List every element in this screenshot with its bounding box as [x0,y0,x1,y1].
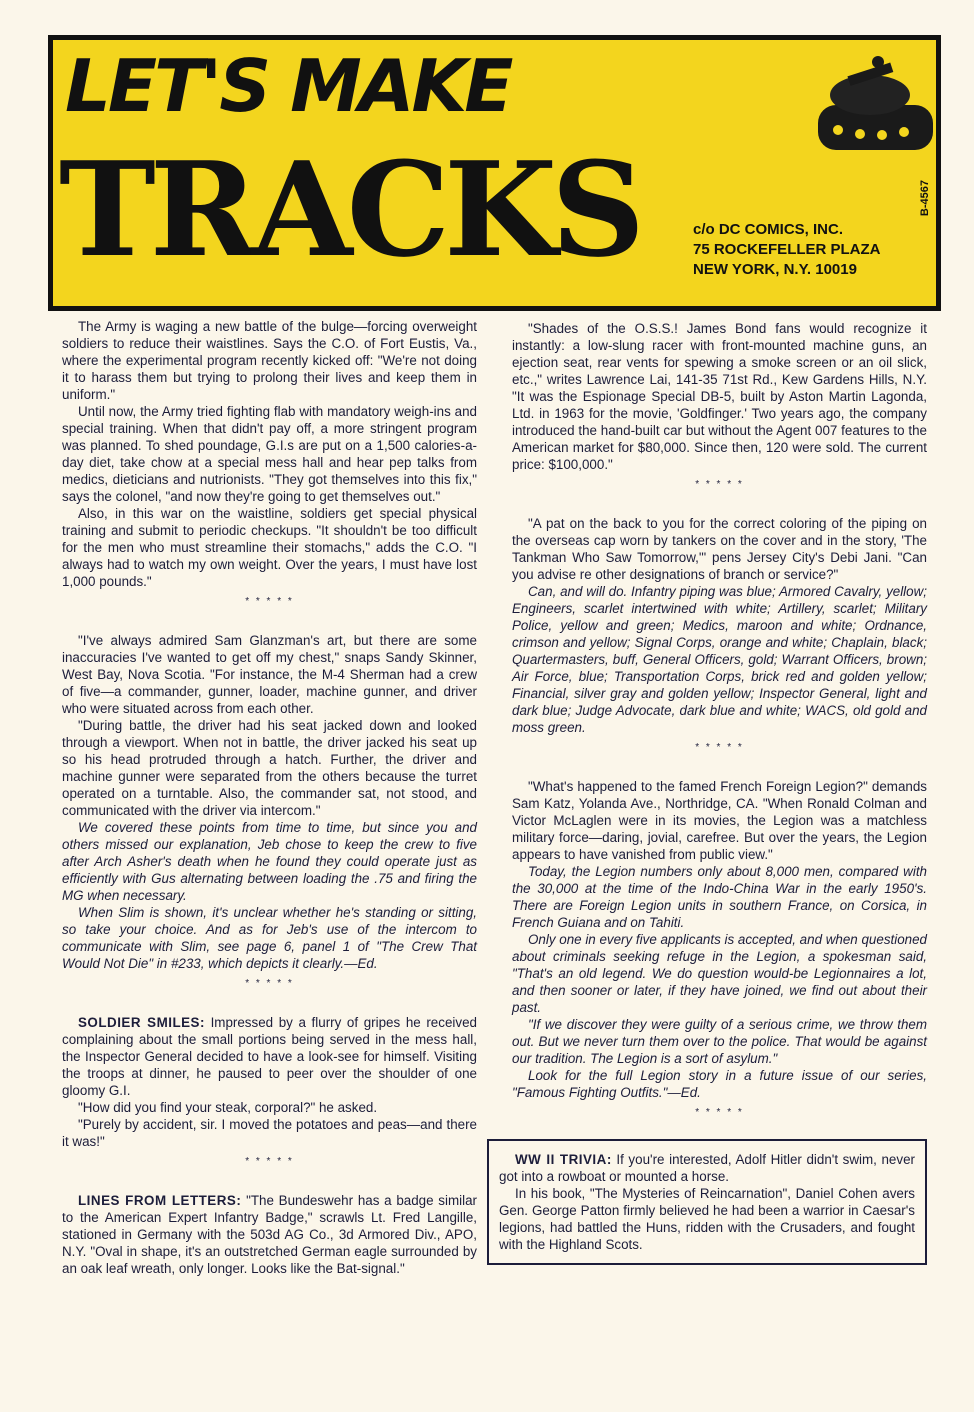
editor-reply: Can, and will do. Infantry piping was blue; Armored Cavalry, yellow; Engineers, scarlet intertwined with white; Artillery, scarlet; Military Police, yellow and green; Medics, maroon and white; Ordnance, crimson and yellow; Signal Corps, orange and white; Chaplain, black; Quartermasters, buff, General Officers, gold; Warrant Officers, brown; Air Force, blue; Transportation Corps, brick red and golden yellow; Financial, silver gray and golden yellow; Inspector General, light and dark blue; Judge Advocate, dark blue and white; WACS, old gold and moss green. [512,584,927,735]
editor-reply: We covered these points from time to time, but since you and others missed our explanation, Jeb chose to keep the crew to five after Arch Asher's death when he found they could operate just as efficiently with Gus alternating between loading the .75 and firing the MG when necessary. [62,820,477,903]
editor-reply: When Slim is shown, it's unclear whether he's standing or sitting, so take your choice. And as for Jeb's use of the intercom to communicate with Slim, see page 6, panel 1 of "The Crew That Would Not Die" in #233, which depicts it clearly.—Ed. [62,905,477,971]
ww2-trivia [499,1151,915,1253]
letters-page-banner [48,35,941,311]
editor-reply: "If we discover they were guilty of a serious crime, we throw them out. But we never turn them over to the police. That would be against our tradition. The Legion is a sort of asylum." [512,1017,927,1066]
mailing-address [693,220,881,280]
section-separator: * * * * * [245,596,294,607]
section-separator: * * * * * [695,1107,744,1118]
section-separator: * * * * * [245,1156,294,1167]
lines-from-letters [62,1192,477,1277]
section-separator: * * * * * [695,742,744,753]
paragraph: "The Bundeswehr has a badge similar to the American Expert Infantry Badge," scrawls Lt. Fred Langille, stationed in Germany with the 503d AG Co., 3d Armored Div., APO, N.Y. "Oval in shape, it's an outstretched German eagle surrounded by an oak leaf wreath, only longer. Looks like the Bat-signal." [62,1193,477,1276]
soldier-smiles [62,1014,477,1150]
section-heading: WW II TRIVIA: [515,1152,612,1167]
section-heading: SOLDIER SMILES: [78,1015,205,1030]
right-column [499,320,927,1265]
address-line: c/o DC COMICS, INC. [693,221,844,238]
paragraph: In his book, "The Mysteries of Reincarnation", Daniel Cohen avers Gen. George Patton firmly believed he had been a warrior in Caesar's legions, had battled the Huns, ridden with the Crusaders, and fought with the Highland Scots. [499,1186,915,1252]
address-line: 75 ROCKEFELLER PLAZA [693,241,881,258]
letter-cap-piping [512,515,927,736]
page-code: B-4567 [919,180,931,217]
paragraph: Until now, the Army tried fighting flab with mandatory weigh-ins and special training. When that didn't pay off, a more stringent program was planned. To shed poundage, G.I.s are put on a 1,500 calories-a-day diet, take chow at a special mess hall and hear pep talks from medics, dieticians and nutrionists. "They got themselves into this fix," says the colonel, "and now they're going to get themselves out." [62,404,477,504]
section-separator: * * * * * [245,978,294,989]
editor-reply: Only one in every five applicants is accepted, and when questioned about criminals seeking refuge in the Legion, a spokesman said, "That's an old legend. We do question would-be Legionnaires a lot, and then sooner or later, if they have joined, we find out about their past. [512,932,927,1015]
banner-title-line1: LET'S MAKE [65,44,511,128]
paragraph: The Army is waging a new battle of the bulge—forcing overweight soldiers to reduce their waistlines. Says the C.O. of Fort Eustis, Va., where the experimental program recently kicked off: "We're not doing it to harass them but trying to prolong their lives and keep them in uniform." [62,319,477,402]
address-line: NEW YORK, N.Y. 10019 [693,261,857,278]
paragraph: "Purely by accident, sir. I moved the potatoes and peas—and there it was!" [62,1117,477,1149]
editor-reply: Today, the Legion numbers only about 8,000 men, compared with the 30,000 at the time of the Indo-China War in the early 1950's. There are Foreign Legion units in southern France, on Corsica, in French Guiana and on Tahiti. [512,864,927,930]
letter-sherman-crew [62,632,477,972]
letter-bond-car [512,320,927,473]
paragraph: If you're interested, Adolf Hitler didn't swim, never got into a rowboat or mounted a horse. [499,1152,915,1184]
paragraph: Also, in this war on the waistline, soldiers get special physical training and submit to periodic checkups. "It shouldn't be too difficult for the men who must streamline their stomachs," adds the C.O. "I always had to watch my own weight. Over the years, I must have lost 1,000 pounds." [62,506,477,589]
left-column [62,318,477,1277]
paragraph: "A pat on the back to you for the correct coloring of the piping on the overseas cap worn by tankers on the cover and in the story, 'The Tankman Who Saw Tomorrow,'" pens Jersey City's Debi Jani. "Can you advise re other designations of branch or service?" [512,516,927,582]
tank-icon [808,50,938,170]
paragraph: "During battle, the driver had his seat jacked down and looked through a viewport. When not in battle, the driver jacked his seat up so his head protruded through a hatch. Further, the driver and machine gunner were separated from the others because the turret operated on a turntable. Also, the commander sat, not stood, and communicated with the driver via intercom." [62,718,477,818]
editor-reply: Look for the full Legion story in a future issue of our series, "Famous Fighting Outfits."—Ed. [512,1068,927,1100]
paragraph: "Shades of the O.S.S.! James Bond fans would recognize it instantly: a low-slung racer with front-mounted machine guns, an ejection seat, rear vents for spewing a smoke screen or an oil slick, etc.," writes Lawrence Lai, 141-35 71st Rd., Kew Gardens Hills, N.Y. "It was the Espionage Special DB-5, built by Aston Martin Lagonda, Ltd. in 1963 for the movie, 'Goldfinger.' Two years ago, the company introduced the hand-built car but without the Agent 007 features to the American market for $80,000. Since then, 120 were sold. The current price: $100,000." [512,321,927,472]
section-separator: * * * * * [695,479,744,490]
paragraph: "How did you find your steak, corporal?" he asked. [78,1100,378,1115]
paragraph: "I've always admired Sam Glanzman's art, but there are some inaccuracies I've wanted to get off my chest," snaps Sandy Skinner, West Bay, Nova Scotia. "For instance, the M-4 Sherman had a crew of five—a commander, gunner, loader, machine gunner, and driver who were situated across from each other. [62,633,477,716]
article-army-diet [62,318,477,590]
letter-foreign-legion [512,778,927,1101]
ww2-trivia-box [487,1139,927,1265]
banner-title-tracks: TRACKS [59,133,639,286]
section-heading: LINES FROM LETTERS: [78,1193,242,1208]
paragraph: Impressed by a flurry of gripes he received complaining about the small portions being served in the mess hall, the Inspector General decided to have a look-see for himself. Visiting the troops at dinner, he paused to peer over the shoulder of one gloomy G.I. [62,1015,477,1098]
paragraph: "What's happened to the famed French Foreign Legion?" demands Sam Katz, Yolanda Ave., Northridge, CA. "When Ronald Colman and Victor McLaglen were in its movies, the Legion was a matchless military force—daring, jovial, carefree. But over the years, the Legion appears to have vanished from public view." [512,779,927,862]
